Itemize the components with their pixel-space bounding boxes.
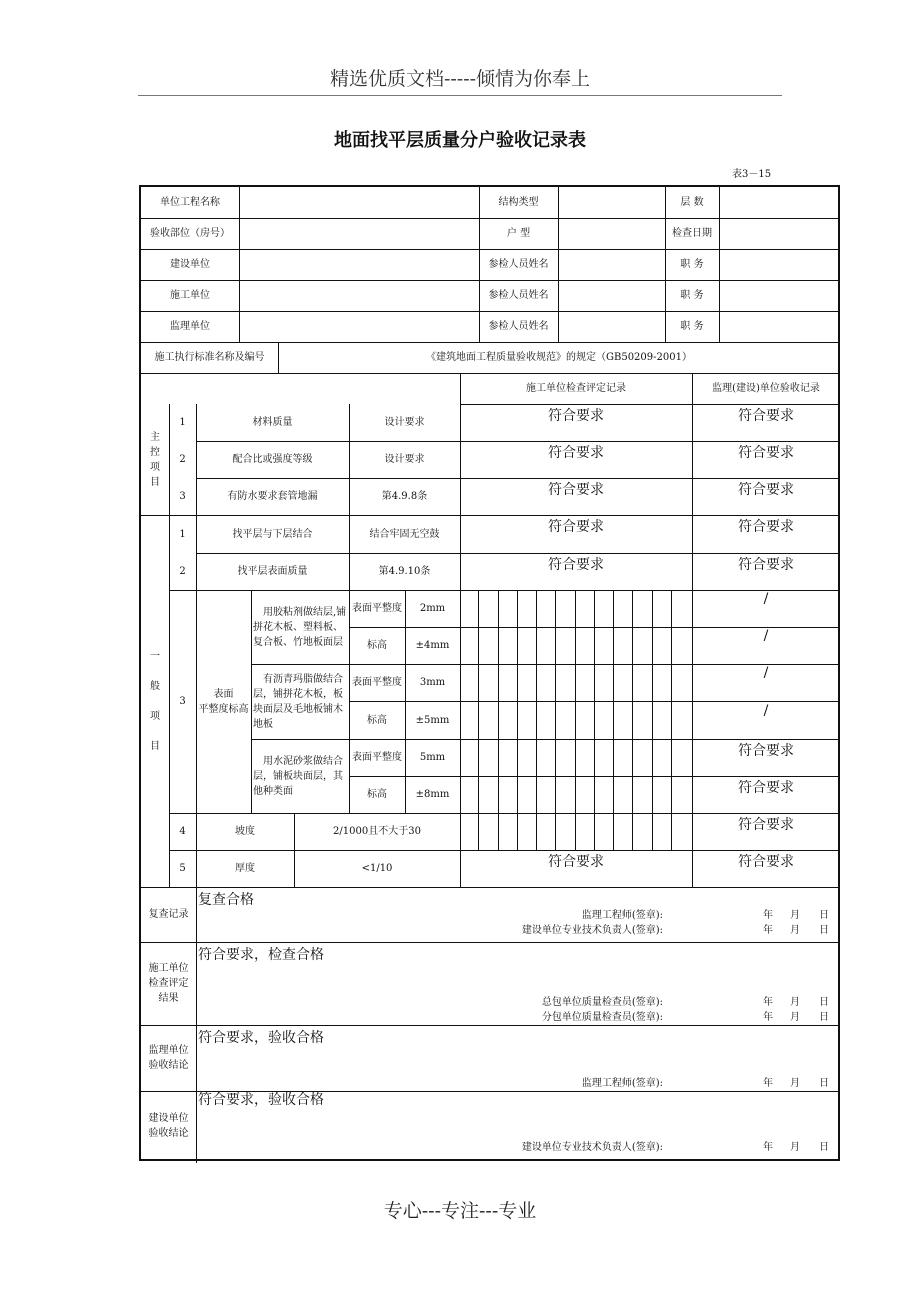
unit-type-label: 户 型 xyxy=(506,228,531,239)
item-name: 配合比或强度等级 xyxy=(232,454,313,465)
supervisor-conclusion-content: 符合要求，验收合格 xyxy=(198,1030,324,1046)
standard-value: 《建筑地面工程质量验收规范》的规定（GB50209-2001） xyxy=(426,352,692,363)
developer-label: 建设单位 xyxy=(170,259,210,270)
item-requirement: 结合牢固无空鼓 xyxy=(369,528,440,540)
contractor-result-label: 施工单位 检查评定 结果 xyxy=(148,963,189,1004)
developer-conclusion-content: 符合要求，验收合格 xyxy=(198,1092,324,1108)
item-name: 厚度 xyxy=(235,863,255,874)
supervisor-result: 符合要求 xyxy=(738,445,794,461)
contractor-result: 符合要求 xyxy=(548,482,604,498)
date-month-label: 月 xyxy=(790,1078,800,1089)
item-name: 有防水要求套管地漏 xyxy=(227,491,318,502)
inspection-form xyxy=(139,185,840,1161)
supervisor-result: / xyxy=(763,665,769,681)
grid-line xyxy=(558,187,559,342)
grid-line xyxy=(536,590,537,850)
elevation-tolerance: ±5mm xyxy=(415,714,450,726)
contractor-signature-general: 总包单位质量检查员(签章): xyxy=(541,997,663,1008)
grid-line xyxy=(141,942,840,943)
date-month-label: 月 xyxy=(790,1142,800,1153)
item-name: 坡度 xyxy=(235,826,255,837)
page-footer: 专心---专注---专业 xyxy=(383,1200,537,1222)
review-signature-developer: 建设单位专业技术负责人(签章): xyxy=(521,925,663,936)
item-description: 用水泥砂浆做结合层，铺板块面层，其他种类面 xyxy=(253,755,343,797)
supervisor-result: 符合要求 xyxy=(738,743,794,759)
supervisor-result: / xyxy=(763,702,769,719)
supervisor-result: 符合要求 xyxy=(738,780,794,796)
header-divider xyxy=(138,95,782,96)
date-year-label: 年 xyxy=(763,1012,773,1023)
grid-line xyxy=(251,590,252,813)
flatness-label: 表面平整度 xyxy=(352,677,402,689)
item-requirement: 2/1000且不大于30 xyxy=(333,826,421,837)
contractor-result: 符合要求 xyxy=(548,408,604,424)
item-name: 材料质量 xyxy=(252,417,293,428)
grid-line xyxy=(141,1025,840,1026)
supervisor-record-header: 监理(建设)单位验收记录 xyxy=(712,383,820,394)
inspector-label: 参检人员姓名 xyxy=(488,290,549,301)
general-label: 一 般 项 目 xyxy=(150,650,160,752)
item-requirement: 设计要求 xyxy=(384,417,425,428)
position-label: 职 务 xyxy=(680,321,704,332)
page-header: 精选优质文档-----倾情为你奉上 xyxy=(329,68,591,90)
review-label: 复查记录 xyxy=(148,909,189,920)
item-requirement: 第4.9.8条 xyxy=(381,491,428,502)
grid-line xyxy=(594,590,595,850)
grid-line xyxy=(196,887,197,1163)
inspector-label: 参检人员姓名 xyxy=(488,321,549,332)
elevation-tolerance: ±8mm xyxy=(415,789,450,800)
position-label: 职 务 xyxy=(680,259,704,270)
developer-signature: 建设单位专业技术负责人(签章): xyxy=(521,1142,663,1153)
grid-line xyxy=(632,590,633,850)
supervisor-result: / xyxy=(763,591,769,607)
check-date-label: 检查日期 xyxy=(672,228,712,239)
date-day-label: 日 xyxy=(819,910,829,921)
elevation-label: 标高 xyxy=(367,714,387,726)
supervisor-result: 符合要求 xyxy=(738,519,794,535)
item-number: 1 xyxy=(179,417,186,428)
contractor-signature-sub: 分包单位质量检查员(签章): xyxy=(541,1012,663,1023)
item-description: 有沥青玛脂做结合层，铺拼花木板，板块面层及毛地板铺木地板 xyxy=(253,673,343,730)
date-month-label: 月 xyxy=(790,910,800,921)
contractor-result-content: 符合要求，检查合格 xyxy=(198,947,324,963)
floors-label: 层 数 xyxy=(680,197,704,208)
supervisor-label: 监理单位 xyxy=(170,321,210,332)
supervisor-result: 符合要求 xyxy=(738,408,794,424)
grid-line xyxy=(652,590,653,850)
supervisor-conclusion-label: 监理单位 验收结论 xyxy=(148,1045,189,1071)
table-number: 表3－15 xyxy=(732,169,772,180)
item-requirement: <1/10 xyxy=(361,863,393,874)
contractor-result: 符合要求 xyxy=(548,557,604,573)
flatness-tolerance: 3mm xyxy=(419,677,446,689)
inspector-label: 参检人员姓名 xyxy=(488,259,549,270)
supervisor-result: 符合要求 xyxy=(738,817,794,833)
standard-label: 施工执行标准名称及编号 xyxy=(154,352,265,363)
supervisor-signature: 监理工程师(签章): xyxy=(581,1078,663,1089)
supervisor-result: / xyxy=(763,628,769,644)
date-day-label: 日 xyxy=(819,925,829,936)
developer-conclusion-label: 建设单位 验收结论 xyxy=(148,1113,189,1139)
contractor-result: 符合要求 xyxy=(548,854,604,870)
date-month-label: 月 xyxy=(790,925,800,936)
item-name: 表面 平整度标高 xyxy=(198,688,249,715)
item-number: 3 xyxy=(179,696,186,707)
grid-line xyxy=(613,590,614,850)
date-day-label: 日 xyxy=(819,997,829,1008)
grid-line xyxy=(517,590,518,850)
location-label: 验收部位（房号） xyxy=(150,228,230,239)
date-day-label: 日 xyxy=(819,1142,829,1153)
grid-line xyxy=(671,590,672,850)
flatness-label: 表面平整度 xyxy=(352,603,402,614)
date-month-label: 月 xyxy=(790,1012,800,1023)
supervisor-result: 符合要求 xyxy=(738,854,794,870)
position-label: 职 务 xyxy=(680,290,704,301)
item-number: 5 xyxy=(179,863,186,874)
grid-line xyxy=(478,590,479,850)
structure-type-label: 结构类型 xyxy=(498,197,539,208)
elevation-label: 标高 xyxy=(367,789,387,800)
grid-line xyxy=(239,187,240,342)
date-year-label: 年 xyxy=(763,910,773,921)
flatness-label: 表面平整度 xyxy=(352,752,402,763)
grid-line xyxy=(460,373,461,887)
item-description: 用胶粘剂做结层,铺拼花木板、塑料板、复合板、竹地板面层 xyxy=(253,606,347,648)
review-content: 复查合格 xyxy=(198,892,254,908)
elevation-tolerance: ±4mm xyxy=(415,640,450,651)
date-year-label: 年 xyxy=(763,997,773,1008)
flatness-tolerance: 2mm xyxy=(419,603,446,614)
item-name: 找平层与下层结合 xyxy=(232,528,313,540)
elevation-label: 标高 xyxy=(367,640,387,651)
item-number: 3 xyxy=(179,491,186,502)
date-year-label: 年 xyxy=(763,925,773,936)
date-month-label: 月 xyxy=(790,997,800,1008)
contractor-result: 符合要求 xyxy=(548,519,604,535)
page-title: 地面找平层质量分户验收记录表 xyxy=(334,130,586,151)
item-requirement: 第4.9.10条 xyxy=(378,566,431,577)
date-year-label: 年 xyxy=(763,1078,773,1089)
review-signature-supervisor: 监理工程师(签章): xyxy=(581,910,663,921)
grid-line xyxy=(498,590,499,850)
item-name: 找平层表面质量 xyxy=(237,566,308,577)
grid-line xyxy=(575,590,576,850)
project-name-label: 单位工程名称 xyxy=(160,197,220,208)
supervisor-result: 符合要求 xyxy=(738,557,794,573)
contractor-record-header: 施工单位检查评定记录 xyxy=(526,383,626,394)
item-number: 2 xyxy=(179,454,186,465)
grid-line xyxy=(719,187,720,342)
item-requirement: 设计要求 xyxy=(384,454,425,465)
date-year-label: 年 xyxy=(763,1142,773,1153)
main-control-label: 主 控 项 目 xyxy=(150,431,160,488)
contractor-label: 施工单位 xyxy=(170,290,210,301)
item-number: 4 xyxy=(179,826,186,837)
flatness-tolerance: 5mm xyxy=(419,752,446,763)
grid-line xyxy=(555,590,556,850)
date-day-label: 日 xyxy=(819,1078,829,1089)
contractor-result: 符合要求 xyxy=(548,445,604,461)
date-day-label: 日 xyxy=(819,1012,829,1023)
item-number: 1 xyxy=(179,528,186,540)
grid-line xyxy=(141,887,840,888)
item-number: 2 xyxy=(179,566,186,577)
grid-line xyxy=(692,373,693,887)
supervisor-result: 符合要求 xyxy=(738,482,794,498)
